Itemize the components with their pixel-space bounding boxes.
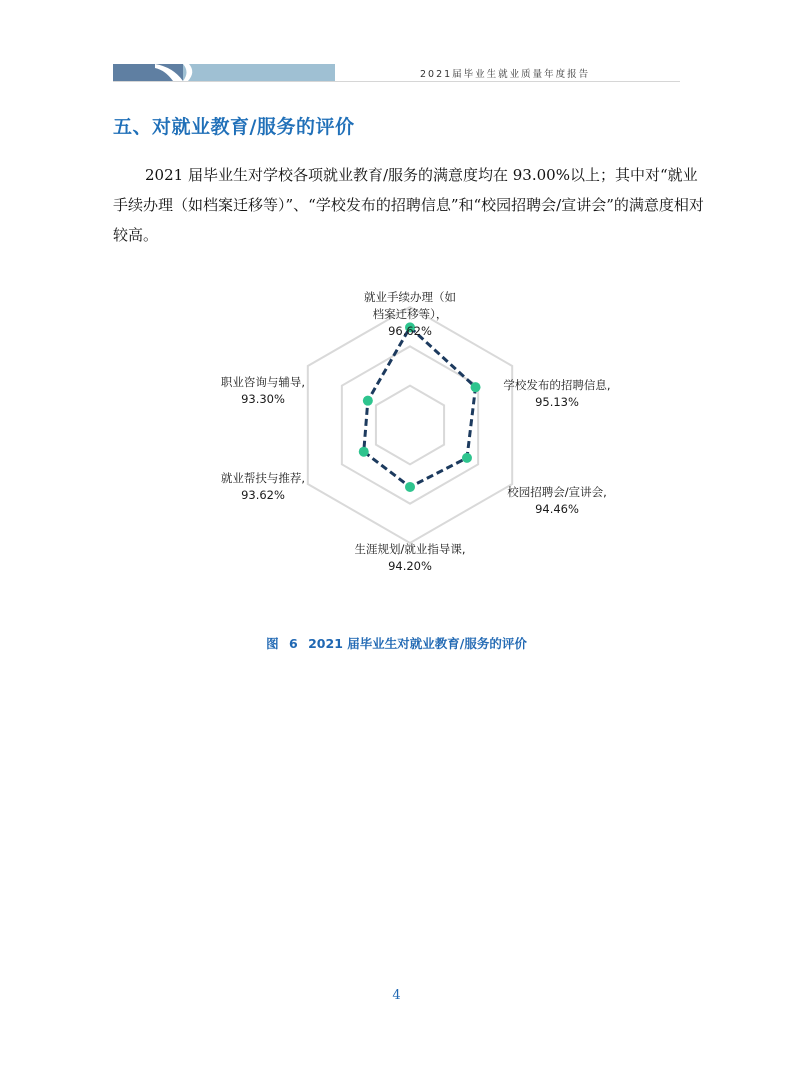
figure-caption-text: 2021 届毕业生对就业教育/服务的评价 <box>308 636 527 651</box>
radar-category-label: 校园招聘会/宣讲会, <box>507 485 607 499</box>
radar-data-point <box>462 453 472 463</box>
radar-value-label: 96.62% <box>388 324 432 338</box>
radar-category-label: 就业手续办理（如 <box>364 290 456 304</box>
header-band-light <box>183 64 335 81</box>
radar-category-label: 就业帮扶与推荐, <box>220 471 306 485</box>
radar-data-point <box>359 447 369 457</box>
figure-label: 图 <box>266 636 279 651</box>
radar-category-label: 生涯规划/就业指导课, <box>354 542 466 556</box>
radar-grid-ring <box>308 307 512 543</box>
radar-chart <box>190 270 630 590</box>
section-title: 五、对就业教育/服务的评价 <box>113 116 355 138</box>
header-logo-notch <box>155 64 205 81</box>
radar-category-label: 档案迁移等）， <box>372 307 448 321</box>
radar-grid-ring <box>376 386 444 465</box>
radar-series <box>359 322 481 492</box>
page-number: 4 <box>392 988 401 1003</box>
radar-data-point <box>405 482 415 492</box>
radar-category-label: 职业咨询与辅导, <box>220 375 306 389</box>
radar-data-point <box>363 396 373 406</box>
body-text <box>113 160 707 250</box>
radar-data-point <box>471 382 481 392</box>
radar-value-label: 94.20% <box>388 559 432 573</box>
figure-caption <box>0 634 793 652</box>
radar-value-label: 93.30% <box>241 392 285 406</box>
radar-category-label: 学校发布的招聘信息, <box>503 378 611 392</box>
body-paragraph: 2021 届毕业生对学校各项就业教育/服务的满意度均在 93.00%以上；其中对“就业手续办理（如档案迁移等）”、“学校发布的招聘信息”和“校园招聘会/宣讲会”的满意度相对较高。 <box>113 166 704 244</box>
radar-value-label: 93.62% <box>241 488 285 502</box>
radar-value-label: 95.13% <box>535 395 579 409</box>
header-title: 2021届毕业生就业质量年度报告 <box>420 69 591 80</box>
radar-labels <box>221 290 611 573</box>
radar-value-label: 94.46% <box>535 502 579 516</box>
radar-grid <box>308 307 512 543</box>
header-rule <box>113 81 680 82</box>
figure-number: 6 <box>289 636 298 651</box>
radar-grid-ring <box>342 346 478 503</box>
